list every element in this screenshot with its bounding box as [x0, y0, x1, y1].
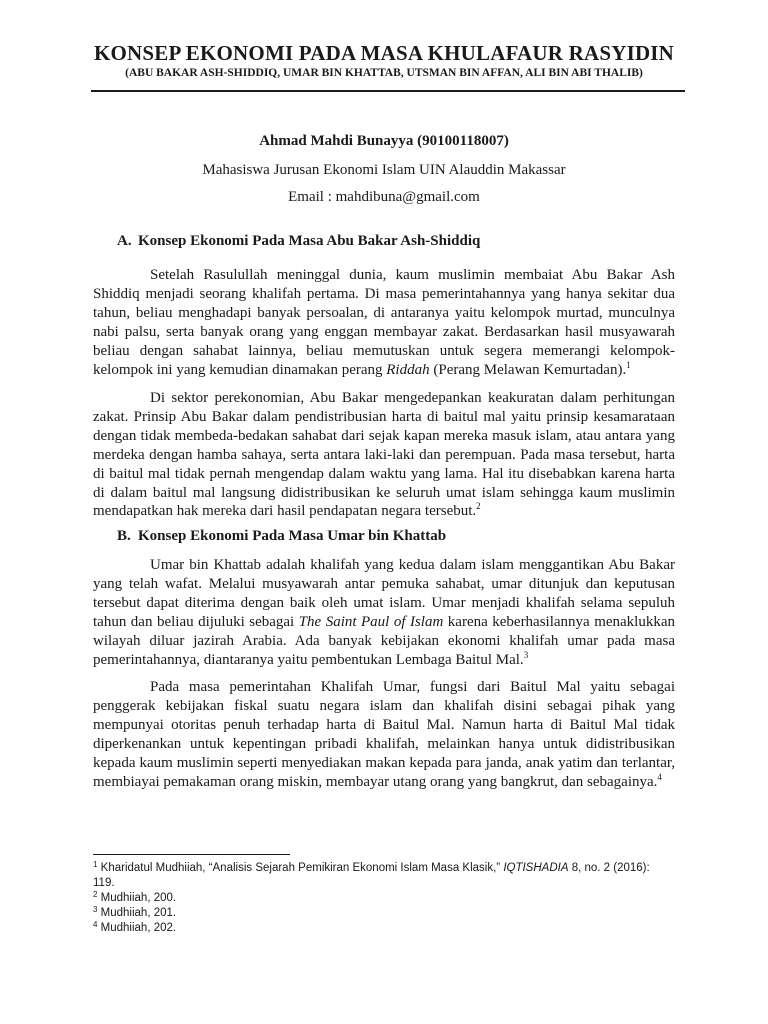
footnote-text: Mudhiiah, 200.	[97, 892, 177, 904]
footnote-text: 8, no. 2 (2016): 119.	[93, 862, 650, 889]
author-name: Ahmad Mahdi Bunayya (90100118007)	[259, 133, 509, 149]
footnote-text: Kharidatul Mudhiiah, “Analisis Sejarah Pemikiran Ekonomi Islam Masa Klasik,”	[97, 862, 504, 874]
footnote-text: Mudhiiah, 202.	[97, 922, 177, 934]
footnote-journal: IQTISHADIA	[503, 862, 569, 874]
italic-term: The Saint Paul of Islam	[298, 613, 444, 630]
document-subtitle: (ABU BAKAR ASH-SHIDDIQ, UMAR BIN KHATTAB, UTSMAN BIN AFFAN, ALI BIN ABI THALIB)	[125, 67, 643, 79]
section-label: B.	[117, 528, 131, 544]
footnote-number: 3	[93, 905, 98, 914]
footnote-number: 4	[93, 920, 98, 929]
footnote-number: 2	[93, 890, 98, 899]
title-divider	[91, 90, 685, 92]
footnotes	[93, 861, 673, 936]
footnote-divider	[93, 854, 290, 855]
footnote-ref[interactable]: 3	[523, 649, 529, 660]
section-b-paragraph-1	[93, 556, 675, 669]
section-a-paragraph-2	[93, 389, 675, 521]
footnote-ref[interactable]: 4	[657, 771, 662, 782]
paragraph-text: karena keberhasilannya menaklukkan wilayah diluar jazirah Arabia. Ada banyak kebijakan ekonomi khalifah umar pada masa pemerintahannya, diantaranya yaitu pembentukan Lembaga Baitul Mal.	[93, 613, 675, 668]
footnote-item	[93, 906, 673, 921]
section-title: Konsep Ekonomi Pada Masa Umar bin Khattab	[138, 528, 447, 544]
section-label: A.	[117, 233, 132, 249]
paragraph-text: Setelah Rasulullah meninggal dunia, kaum muslimin membaiat Abu Bakar Ash Shiddiq menjadi seorang khalifah pertama. Di masa pemerintahannya yang hanya sekitar dua tahun, beliau menghadapi banyak persoalan, di antaranya yaitu kelompok murtad, munculnya nabi palsu, serta banyak orang yang enggan membayar zakat. Berdasarkan hasil musyawarah beliau dengan sahabat lainnya, beliau memutuskan untuk segera memerangi kelompok-kelompok ini yang kemudian dinamakan perang	[93, 267, 675, 378]
document-title: KONSEP EKONOMI PADA MASA KHULAFAUR RASYIDIN	[93, 41, 675, 65]
section-heading-a	[117, 233, 480, 250]
footnote-item	[93, 891, 673, 906]
paragraph-text: Di sektor perekonomian, Abu Bakar mengedepankan keakuratan dalam perhitungan zakat. Prinsip Abu Bakar dalam pendistribusian harta di baitul mal yaitu prinsip kesamarataan dengan tidak membeda-bedakan sahabat dari sejak kapan mereka masuk islam, atau antara yang merdeka dengan hamba sahaya, serta antara laki-laki dan perempuan. Pada masa tersebut, harta di baitul mal tidak pernah mengendap dalam waktu yang lama. Hal itu disebabkan karena harta di dalam baitul mal langsung didistribusikan ke seluruh umat islam sehingga kaum muslimin mendapatkan hak mereka dari hasil pendapatan negara tersebut.	[93, 390, 675, 520]
footnote-ref[interactable]: 1	[626, 359, 631, 370]
section-title: Konsep Ekonomi Pada Masa Abu Bakar Ash-Shiddiq	[138, 233, 481, 249]
author-email: Email : mahdibuna@gmail.com	[288, 189, 480, 205]
footnote-text: Mudhiiah, 201.	[97, 907, 177, 919]
paragraph-text: Pada masa pemerintahan Khalifah Umar, fungsi dari Baitul Mal yaitu sebagai penggerak kebijakan fiskal suatu negara islam dan khalifah disini sebagai pihak yang mempunyai otoritas penuh terhadap harta di Baitul Mal. Namun harta di Baitul Mal tidak diperkenankan untuk kepentingan pribadi khalifah, melainkan hanya untuk didistribusikan kepada kaum muslimin seperti menyediakan makan kepada para janda, anak yatim dan terlantar, membiayai pemakaman orang miskin, membayar utang orang yang bangkrut, dan sebagainya.	[93, 679, 675, 790]
footnote-item	[93, 921, 673, 936]
paragraph-text: Umar bin Khattab adalah khalifah yang kedua dalam islam menggantikan Abu Bakar yang telah wafat. Melalui musyawarah antar pemuka sahabat, umar ditunjuk dan keputusan tersebut dapat diterima dengan baik oleh umat islam. Umar menjadi khalifah selama sepuluh tahun dan beliau dijuluki sebagai	[93, 557, 675, 630]
footnote-item	[93, 861, 673, 891]
footnote-ref[interactable]: 2	[476, 501, 481, 512]
section-heading-b	[117, 528, 446, 545]
paragraph-text: (Perang Melawan Kemurtadan).	[429, 361, 627, 378]
footnote-number: 1	[93, 860, 98, 869]
author-affiliation: Mahasiswa Jurusan Ekonomi Islam UIN Alauddin Makassar	[202, 162, 566, 178]
section-a-paragraph-1	[93, 266, 675, 379]
section-b-paragraph-2	[93, 678, 675, 791]
italic-term: Riddah	[386, 361, 430, 378]
